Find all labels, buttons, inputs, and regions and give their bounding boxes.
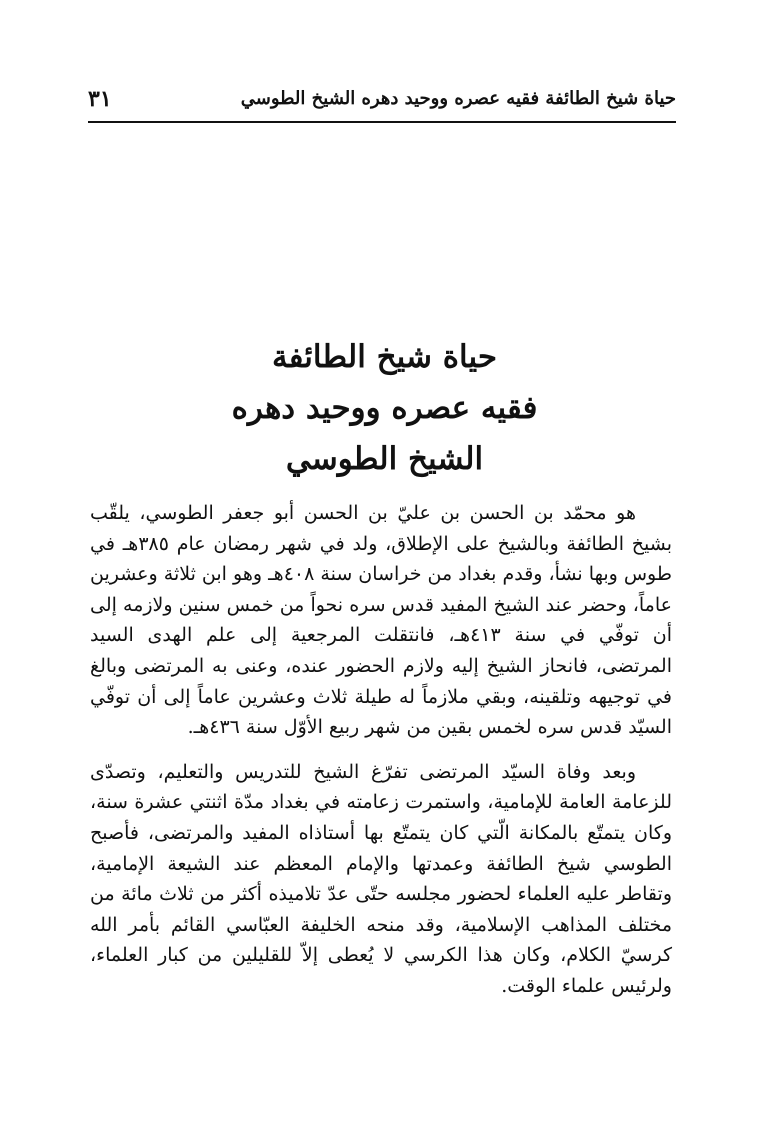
title-line-3: الشيخ الطوسي [285,441,484,477]
paragraph-2: وبعد وفاة السيّد المرتضى تفرّغ الشيخ للتدريس والتعليم، وتصدّى للزعامة العامة للإمامية، واستمرت زعامته في بغداد مدّة اثنتي عشرة سنة، وكان يتمتّع بالمكانة الّتي كان يتمتّع بها أستاذاه المفيد والمرتضى، فأصبح الطوسي شيخ الطائفة وعمدتها والإمام المعظم عند الشيعة الإمامية، وتقاطر عليه العلماء لحضور مجلسه حتّى عدّ تلاميذه أكثر من ثلاث مائة من مختلف المذاهب الإسلامية، وقد منحه الخليفة العبّاسي القائم بأمر الله كرسيّ الكلام، وكان هذا الكرسي لا يُعطى إلاّ للقليلين من كبار العلماء، ولرئيس علماء الوقت. [90,760,672,997]
paragraph-1: هو محمّد بن الحسن بن عليّ بن الحسن أبو جعفر الطوسي، يلقّب بشيخ الطائفة وبالشيخ على الإطلاق، ولد في شهر رمضان عام ٣٨٥هـ في طوس وبها نشأ، وقدم بغداد من خراسان سنة ٤٠٨هـ وهو ابن ثلاثة وعشرين عاماً، وحضر عند الشيخ المفيد قدس سره نحواً من خمس سنين ولازمه إلى أن توفّي في سنة ٤١٣هـ، فانتقلت المرجعية إلى علم الهدى السيد المرتضى، فانحاز الشيخ إليه ولازم الحضور عنده، وعنى به المرتضى وبالغ في توجيهه وتلقينه، وبقي ملازماً له طيلة ثلاث وعشرين عاماً إلى أن توفّي السيّد قدس سره لخمس بقين من شهر ربيع الأوّل سنة ٤٣٦هـ. [90,502,673,739]
page-number: ٣١ [88,86,112,112]
title-line-1: حياة شيخ الطائفة [272,339,497,375]
header-rule [88,121,676,123]
chapter-title [0,332,769,485]
running-title: حياة شيخ الطائفة فقيه عصره ووحيد دهره الشيخ الطوسي [240,88,676,109]
body-text [90,498,672,1002]
title-line-2: فقيه عصره ووحيد دهره [231,390,538,426]
running-header [88,86,676,116]
